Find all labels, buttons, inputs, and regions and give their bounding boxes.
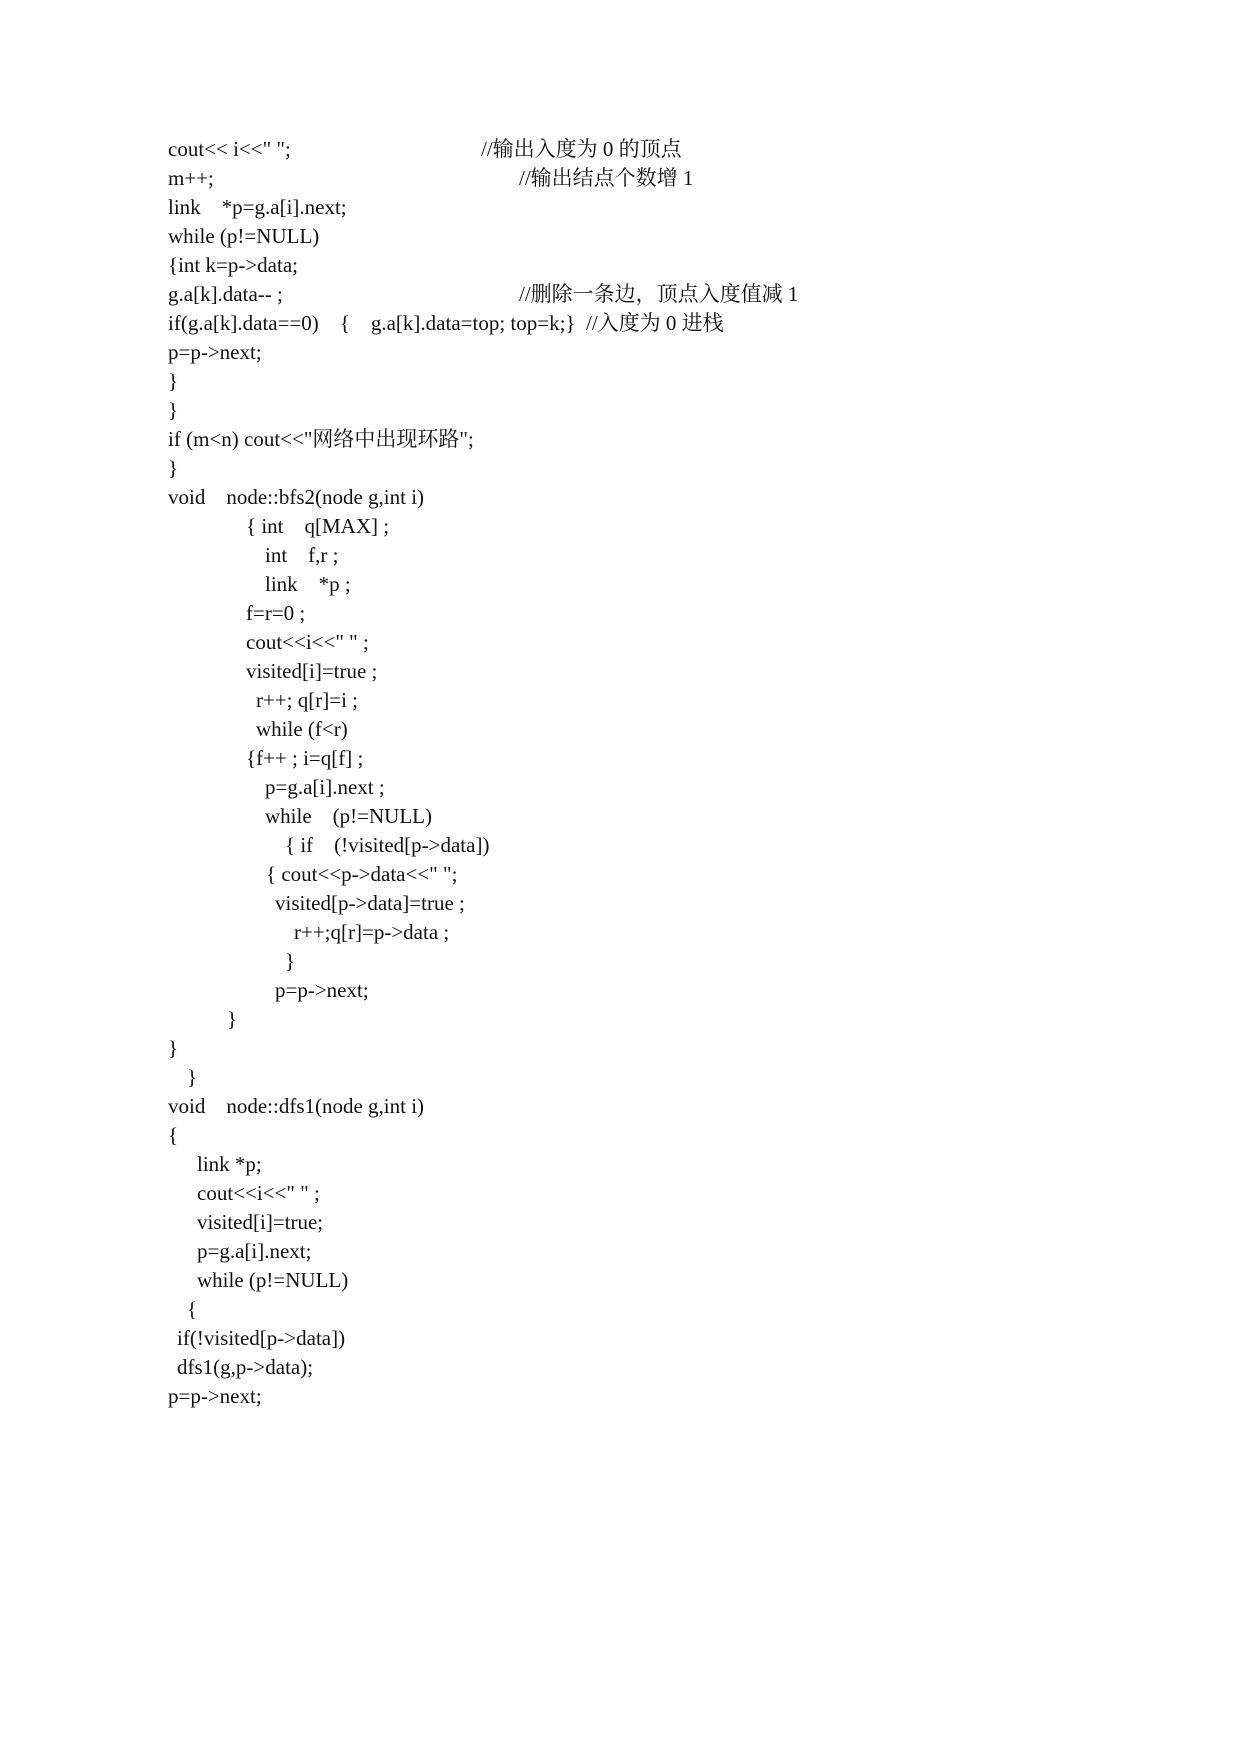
code-line: } <box>187 1065 198 1089</box>
code-line: } <box>168 398 179 422</box>
code-line: { <box>187 1297 198 1321</box>
code-line: visited[i]=true; <box>197 1210 324 1234</box>
code-line: p=p->next; <box>275 978 369 1002</box>
code-line: void node::bfs2(node g,int i) <box>168 485 425 509</box>
code-line: f=r=0 ; <box>246 601 306 625</box>
code-line: p=p->next; <box>168 340 262 364</box>
code-line: { cout<<p->data<<" "; <box>266 862 458 886</box>
code-line: g.a[k].data-- ; <box>168 282 283 306</box>
code-comment: //输出结点个数增 1 <box>519 166 694 190</box>
code-line: cout<<i<<" " ; <box>246 630 369 654</box>
code-line: { int q[MAX] ; <box>246 514 390 538</box>
code-line: visited[p->data]=true ; <box>275 891 465 915</box>
code-line: dfs1(g,p->data); <box>177 1355 314 1379</box>
code-line: } <box>227 1007 238 1031</box>
code-line: p=g.a[i].next ; <box>265 775 385 799</box>
code-line: while (p!=NULL) <box>265 804 432 828</box>
code-line: r++;q[r]=p->data ; <box>294 920 450 944</box>
code-line: { <box>168 1123 179 1147</box>
code-line: void node::dfs1(node g,int i) <box>168 1094 425 1118</box>
code-line: } <box>168 1036 179 1060</box>
code-line: while (p!=NULL) <box>168 224 320 248</box>
code-line: p=p->next; <box>168 1384 262 1408</box>
code-line: link *p; <box>197 1152 262 1176</box>
code-line: if (m<n) cout<<"网络中出现环路"; <box>168 427 474 451</box>
code-line: while (p!=NULL) <box>197 1268 349 1292</box>
code-line: link *p ; <box>265 572 351 596</box>
code-line: link *p=g.a[i].next; <box>168 195 347 219</box>
code-comment: //输出入度为 0 的顶点 <box>481 137 682 161</box>
code-line: {int k=p->data; <box>168 253 298 277</box>
code-line: if(g.a[k].data==0) { g.a[k].data=top; top=k;} <box>168 311 576 335</box>
code-line: m++; <box>168 166 214 190</box>
code-line: } <box>168 369 179 393</box>
code-line: {f++ ; i=q[f] ; <box>246 746 364 770</box>
code-line: } <box>285 949 296 973</box>
code-line: int f,r ; <box>265 543 339 567</box>
code-line: visited[i]=true ; <box>246 659 378 683</box>
code-line: cout<< i<<" "; <box>168 137 291 161</box>
code-line: cout<<i<<" " ; <box>197 1181 320 1205</box>
code-comment: //入度为 0 进栈 <box>586 311 724 335</box>
code-line: } <box>168 456 179 480</box>
code-line: { if (!visited[p->data]) <box>285 833 490 857</box>
code-line: while (f<r) <box>256 717 348 741</box>
code-line: p=g.a[i].next; <box>197 1239 312 1263</box>
code-line: r++; q[r]=i ; <box>256 688 359 712</box>
code-comment: //删除一条边，顶点入度值减 1 <box>519 282 799 306</box>
code-line: if(!visited[p->data]) <box>177 1326 346 1350</box>
